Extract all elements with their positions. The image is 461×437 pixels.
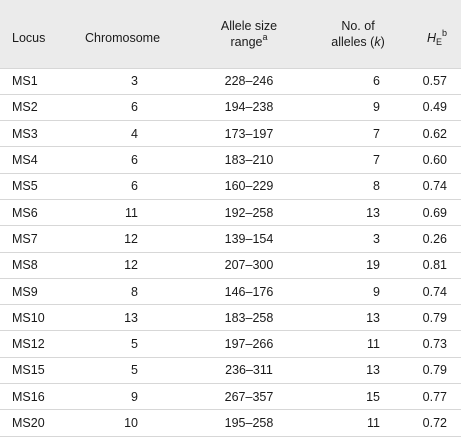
footnote-marker-a: a — [262, 31, 268, 42]
allele-size-range-cell: 197–266 — [224, 337, 274, 352]
number-of-alleles-cell: 6 — [373, 74, 380, 89]
number-of-alleles-cell: 13 — [366, 363, 380, 378]
expected-heterozygosity-cell: 0.77 — [422, 389, 447, 404]
header-allele-size-range — [180, 0, 304, 68]
allele-size-range-cell: 173–197 — [224, 126, 274, 141]
header-number-of-alleles — [304, 0, 398, 68]
locus-cell: MS1 — [12, 74, 38, 89]
header-he-main: H — [426, 30, 436, 45]
table-row — [0, 305, 461, 331]
expected-heterozygosity-cell: 0.49 — [422, 100, 447, 115]
allele-size-range-cell: 195–258 — [224, 416, 274, 430]
locus-cell: MS12 — [12, 337, 45, 352]
locus-cell: MS7 — [12, 231, 38, 246]
table-row — [0, 199, 461, 225]
allele-size-range-cell: 228–246 — [224, 74, 274, 89]
table-row — [0, 357, 461, 383]
expected-heterozygosity-cell: 0.79 — [422, 363, 447, 378]
chromosome-cell: 12 — [124, 231, 138, 246]
locus-cell: MS5 — [12, 179, 38, 194]
number-of-alleles-cell: 15 — [366, 389, 380, 404]
allele-size-range-cell: 194–238 — [224, 100, 274, 115]
table-row — [0, 331, 461, 357]
allele-size-range-cell: 183–210 — [224, 153, 274, 168]
locus-cell: MS10 — [12, 310, 45, 325]
number-of-alleles-cell: 9 — [373, 100, 380, 115]
number-of-alleles-cell: 8 — [373, 179, 380, 194]
locus-cell: MS9 — [12, 284, 38, 299]
header-locus-label: Locus — [12, 30, 46, 45]
header-chromosome — [66, 0, 180, 68]
number-of-alleles-cell: 11 — [367, 337, 380, 352]
header-row — [0, 0, 461, 68]
header-chromosome-label: Chromosome — [85, 30, 161, 45]
chromosome-cell: 6 — [131, 153, 138, 168]
chromosome-cell: 9 — [131, 389, 138, 404]
table-row — [0, 68, 461, 94]
table-row — [0, 410, 461, 436]
locus-cell: MS20 — [12, 416, 45, 430]
locus-cell: MS2 — [12, 100, 38, 115]
allele-size-range-cell: 139–154 — [224, 231, 274, 246]
allele-size-range-cell: 236–311 — [225, 363, 273, 378]
header-locus — [0, 0, 66, 68]
allele-size-range-cell: 267–357 — [224, 389, 274, 404]
number-of-alleles-cell: 3 — [373, 231, 380, 246]
expected-heterozygosity-cell: 0.62 — [422, 126, 447, 141]
expected-heterozygosity-cell: 0.60 — [422, 153, 447, 168]
locus-cell: MS6 — [12, 205, 38, 220]
expected-heterozygosity-cell: 0.81 — [422, 258, 447, 273]
table-row — [0, 384, 461, 410]
expected-heterozygosity-cell: 0.72 — [422, 416, 447, 430]
chromosome-cell: 5 — [131, 337, 138, 352]
expected-heterozygosity-cell: 0.74 — [422, 179, 447, 194]
table-body — [0, 68, 461, 436]
table-row — [0, 278, 461, 304]
allele-size-range-cell: 160–229 — [224, 179, 274, 194]
table-row — [0, 252, 461, 278]
number-of-alleles-cell: 19 — [366, 258, 380, 273]
chromosome-cell: 12 — [124, 258, 138, 273]
locus-cell: MS4 — [12, 153, 38, 168]
table-row — [0, 147, 461, 173]
footnote-marker-b: b — [441, 27, 447, 38]
table-row — [0, 94, 461, 120]
number-of-alleles-cell: 7 — [373, 126, 380, 141]
header-expected-heterozygosity — [398, 0, 461, 68]
number-of-alleles-cell: 11 — [367, 416, 380, 430]
number-of-alleles-cell: 13 — [366, 205, 380, 220]
table-row — [0, 226, 461, 252]
chromosome-cell: 11 — [125, 205, 138, 220]
expected-heterozygosity-cell: 0.74 — [422, 284, 447, 299]
header-alleles-line2: alleles ( — [331, 34, 375, 49]
chromosome-cell: 6 — [131, 100, 138, 115]
table-row — [0, 173, 461, 199]
locus-cell: MS15 — [12, 363, 45, 378]
header-alleles-k: k — [374, 34, 381, 49]
table-row — [0, 121, 461, 147]
table-header — [0, 0, 461, 68]
chromosome-cell: 10 — [124, 416, 138, 430]
locus-cell: MS3 — [12, 126, 38, 141]
chromosome-cell: 13 — [124, 310, 138, 325]
number-of-alleles-cell: 9 — [373, 284, 380, 299]
chromosome-cell: 5 — [131, 363, 138, 378]
locus-cell: MS16 — [12, 389, 45, 404]
header-range-line1: Allele size — [220, 18, 278, 33]
expected-heterozygosity-cell: 0.79 — [422, 310, 447, 325]
header-alleles-line1: No. of — [341, 18, 375, 33]
number-of-alleles-cell: 7 — [373, 153, 380, 168]
chromosome-cell: 4 — [131, 126, 138, 141]
header-alleles-close: ) — [380, 34, 385, 49]
chromosome-cell: 8 — [131, 284, 138, 299]
expected-heterozygosity-cell: 0.57 — [422, 74, 447, 89]
number-of-alleles-cell: 13 — [366, 310, 380, 325]
expected-heterozygosity-cell: 0.73 — [422, 337, 447, 352]
locus-cell: MS8 — [12, 258, 38, 273]
expected-heterozygosity-cell: 0.69 — [422, 205, 447, 220]
header-he-sub: E — [435, 36, 442, 47]
allele-size-range-cell: 183–258 — [224, 310, 274, 325]
allele-size-range-cell: 207–300 — [224, 258, 274, 273]
expected-heterozygosity-cell: 0.26 — [422, 231, 447, 246]
chromosome-cell: 3 — [131, 74, 138, 89]
header-range-line2: range — [230, 34, 263, 49]
chromosome-cell: 6 — [131, 179, 138, 194]
allele-size-range-cell: 192–258 — [224, 205, 274, 220]
allele-size-range-cell: 146–176 — [224, 284, 274, 299]
